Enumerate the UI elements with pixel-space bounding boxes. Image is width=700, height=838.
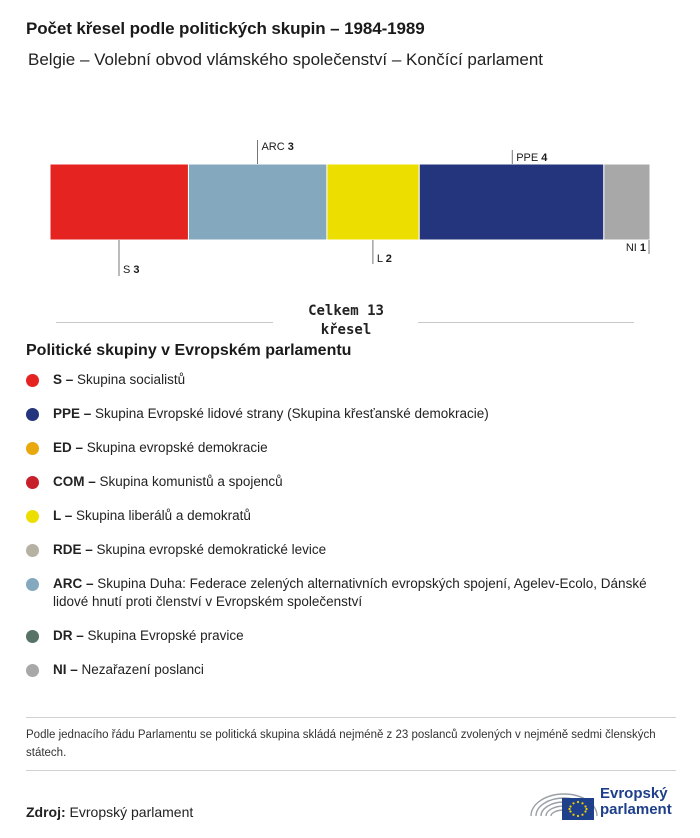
total-seats-unit: křesel	[320, 322, 372, 338]
legend-description: Skupina evropské demokratické levice	[92, 542, 327, 557]
legend-description: Skupina liberálů a demokratů	[72, 508, 251, 523]
legend-color-dot	[26, 630, 39, 643]
legend-item	[26, 541, 676, 559]
bar-segment-arc	[188, 164, 326, 240]
legend-color-dot	[26, 664, 39, 677]
legend	[26, 371, 676, 695]
legend-item	[26, 661, 676, 679]
legend-abbreviation: NI –	[53, 662, 78, 677]
legend-item	[26, 473, 676, 491]
bar-label-ppe: PPE 4	[516, 152, 548, 164]
chart-title: Počet křesel podle politických skupin – 1984-1989	[26, 19, 425, 38]
total-seats-count: Celkem 13	[308, 303, 384, 319]
footnote-divider-top	[26, 717, 676, 718]
bar-segment-ppe	[419, 164, 604, 240]
bar-segment-l	[327, 164, 419, 240]
parliament-hemicycle-icon	[528, 780, 600, 824]
legend-title: Politické skupiny v Evropském parlamentu	[26, 342, 352, 359]
legend-color-dot	[26, 510, 39, 523]
legend-abbreviation: L –	[53, 508, 73, 523]
legend-color-dot	[26, 544, 39, 557]
source-label: Zdroj:	[26, 804, 66, 820]
footnote-divider-bottom	[26, 770, 676, 771]
footnote: Podle jednacího řádu Parlamentu se politická skupina skládá nejméně z 23 poslanců zvolených v nejméně sedmi členských státech.	[26, 729, 656, 759]
legend-item	[26, 371, 676, 389]
legend-description: Skupina Evropské lidové strany (Skupina křesťanské demokracie)	[91, 406, 489, 421]
source-value: Evropský parlament	[69, 804, 194, 820]
legend-abbreviation: RDE –	[53, 542, 93, 557]
legend-abbreviation: DR –	[53, 628, 84, 643]
legend-color-dot	[26, 408, 39, 421]
legend-description: Skupina Evropské pravice	[83, 628, 244, 643]
seat-distribution-chart	[0, 130, 700, 290]
bar-segment-ni	[604, 164, 650, 240]
legend-description: Skupina evropské demokracie	[83, 440, 268, 455]
source	[26, 804, 193, 820]
legend-item	[26, 507, 676, 525]
legend-color-dot	[26, 578, 39, 591]
logo-line-2: parlament	[600, 801, 672, 818]
total-divider-left	[56, 322, 273, 323]
legend-description: Skupina socialistů	[73, 372, 186, 387]
legend-abbreviation: PPE –	[53, 406, 92, 421]
logo-wordmark	[600, 786, 672, 818]
bar-label-l: L 2	[376, 253, 392, 265]
legend-description: Nezařazení poslanci	[77, 662, 204, 677]
legend-abbreviation: S –	[53, 372, 74, 387]
legend-abbreviation: COM –	[53, 474, 96, 489]
total-seats-label	[276, 302, 416, 340]
total-divider-right	[418, 322, 634, 323]
bar-label-ni: NI 1	[625, 242, 646, 254]
legend-description: Skupina Duha: Federace zelených alternativních evropských spojení, Agelev-Ecolo, Dánské lidové hnutí proti členství v Evropském společenství	[53, 576, 647, 609]
bar-label-s: S 3	[123, 264, 140, 276]
logo-line-1: Evropský	[600, 785, 668, 802]
legend-description: Skupina komunistů a spojenců	[95, 474, 283, 489]
legend-abbreviation: ARC –	[53, 576, 94, 591]
legend-color-dot	[26, 374, 39, 387]
chart-subtitle: Belgie – Volební obvod vlámského společenství – Končící parlament	[28, 50, 544, 69]
european-parliament-logo	[528, 780, 678, 824]
bar-label-arc: ARC 3	[261, 141, 294, 153]
legend-color-dot	[26, 476, 39, 489]
legend-item	[26, 627, 676, 645]
legend-item	[26, 439, 676, 457]
legend-item	[26, 405, 676, 423]
bar-segment-s	[50, 164, 188, 240]
legend-abbreviation: ED –	[53, 440, 84, 455]
legend-item	[26, 575, 676, 611]
legend-color-dot	[26, 442, 39, 455]
